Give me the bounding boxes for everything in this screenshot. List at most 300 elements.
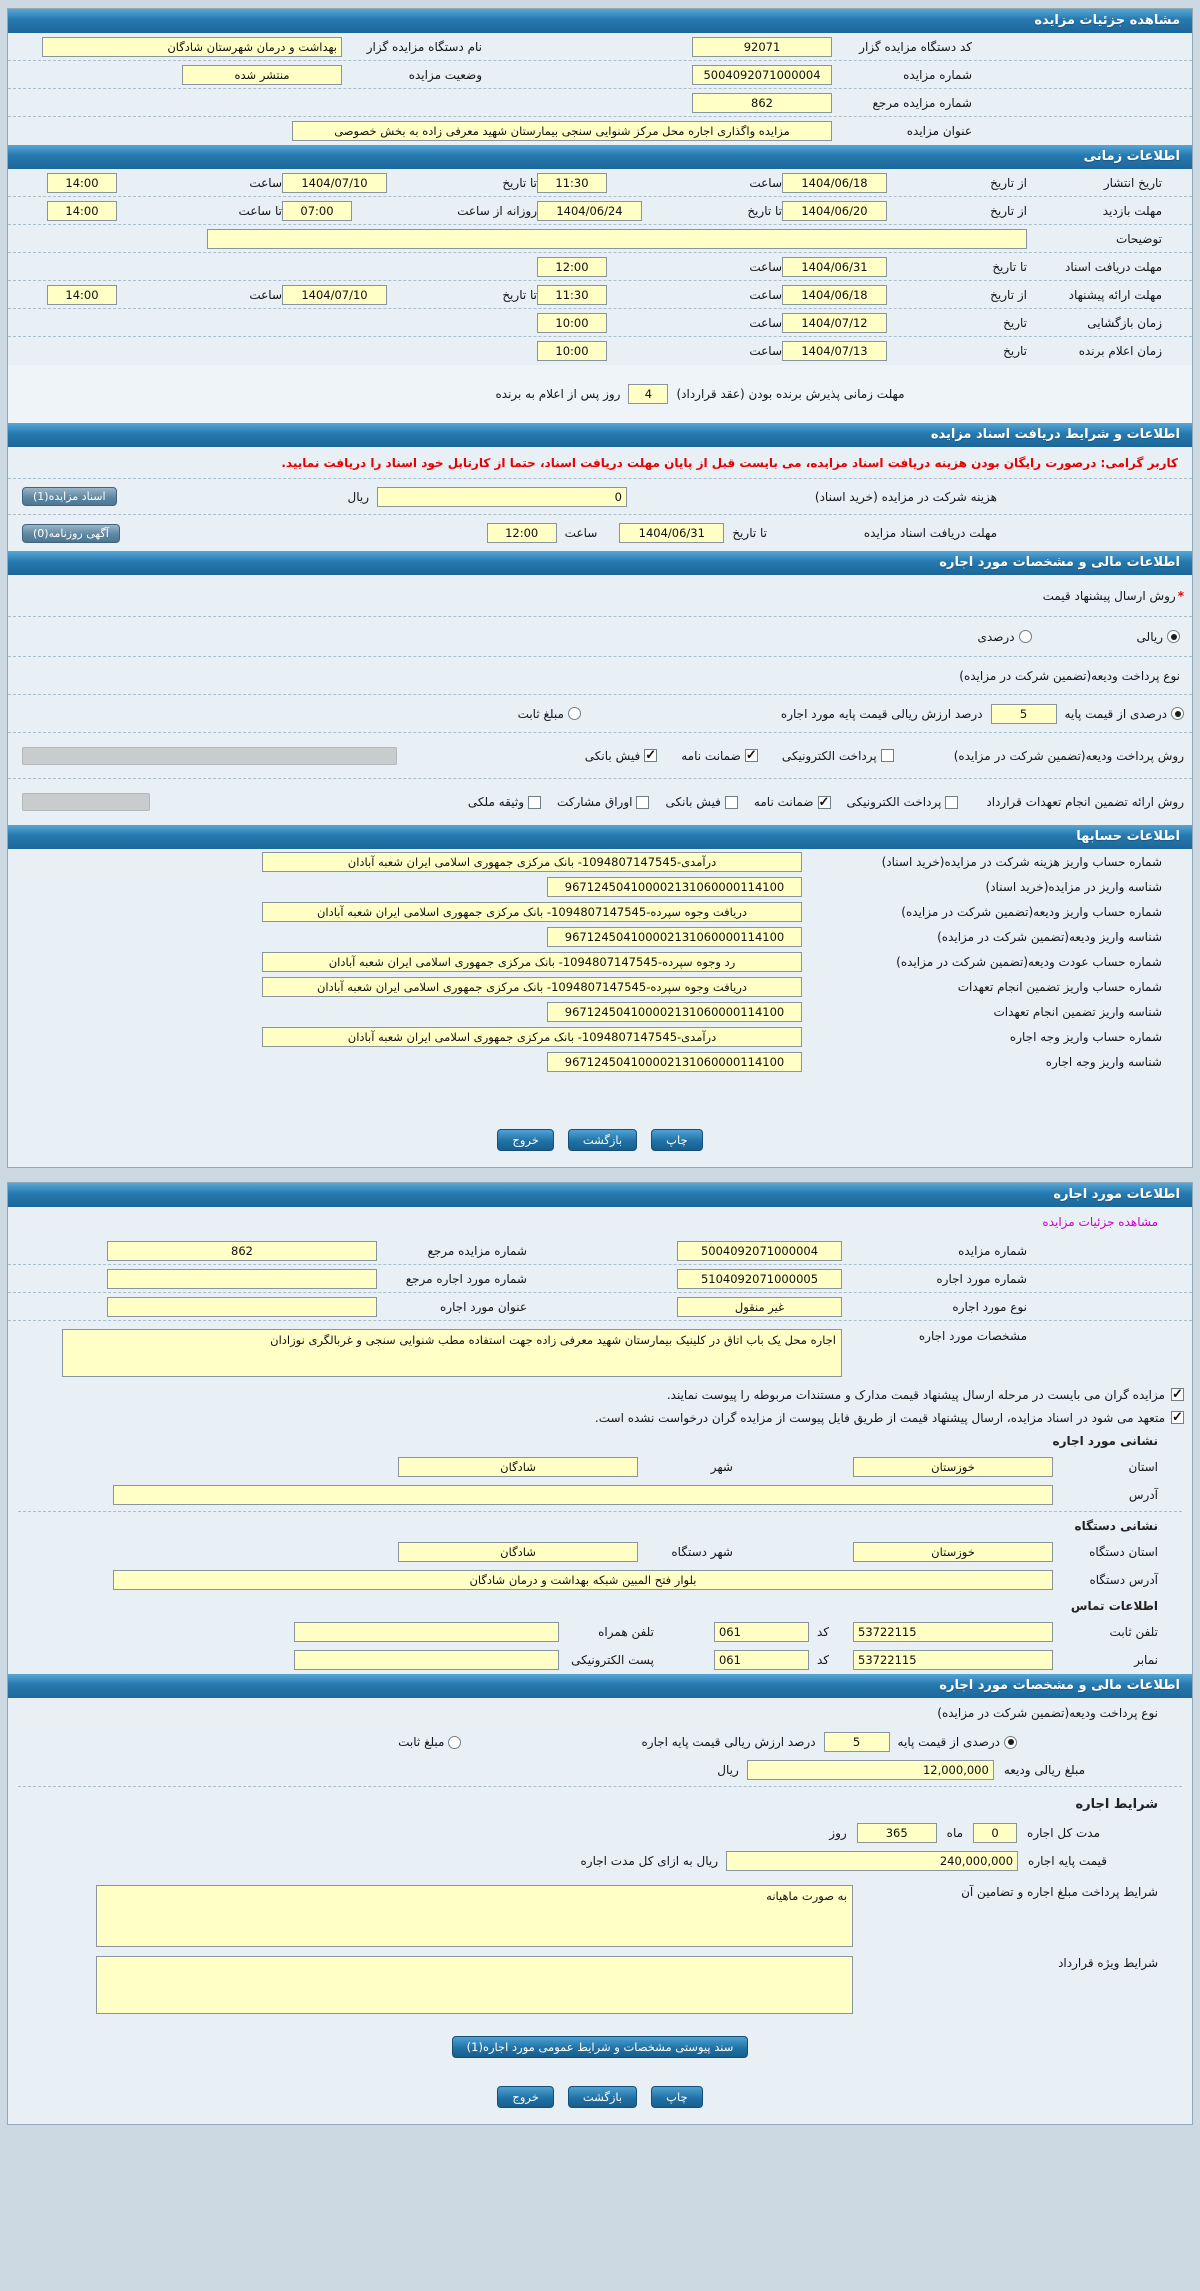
- obligation-guarantee-option: [754, 795, 831, 809]
- rental-auction-ref-field[interactable]: [107, 1241, 377, 1261]
- offer-from-time-field[interactable]: [537, 285, 607, 305]
- print-button[interactable]: چاپ: [651, 2086, 702, 2108]
- duration-label: مدت کل اجاره: [1027, 1826, 1100, 1840]
- daily-from-hour-label: روزانه از ساعت: [457, 203, 537, 218]
- docs-fee-label: هزینه شرکت در مزایده (خرید اسناد): [814, 489, 997, 504]
- ref-no-field[interactable]: [692, 93, 832, 113]
- account-label: شماره حساب واریز تضمین انجام تعهدات: [957, 979, 1162, 994]
- row-base-price: [8, 1847, 1192, 1875]
- section-title-timing: اطلاعات زمانی: [1083, 149, 1180, 164]
- row-phone: [8, 1618, 1192, 1646]
- province-label: استان: [1128, 1460, 1158, 1474]
- account-label: شناسه واریز ودیعه(تضمین شرکت در مزایده): [937, 929, 1162, 944]
- mobile-field[interactable]: [294, 1622, 559, 1642]
- percent-of-base-label: درصدی از قیمت پایه: [1064, 706, 1167, 721]
- hour-label: ساعت: [249, 175, 282, 190]
- base-price-label: قیمت پایه اجاره: [1028, 1854, 1107, 1868]
- agency-address-field[interactable]: [113, 1570, 1053, 1590]
- section-header-auction-details: [8, 9, 1192, 33]
- percent-option: [978, 630, 1032, 644]
- fax-field[interactable]: [853, 1650, 1053, 1670]
- phone-label: تلفن ثابت: [1109, 1625, 1158, 1639]
- row-fax: [8, 1646, 1192, 1674]
- view-auction-details-link[interactable]: مشاهده جزئیات مزایده: [1042, 1215, 1158, 1229]
- disabled-input-area: [22, 793, 150, 811]
- row-auction-title: [8, 117, 1192, 145]
- offer-to-time-field[interactable]: [47, 285, 117, 305]
- newspaper-ad-button[interactable]: آگهی روزنامه(0): [22, 524, 120, 543]
- percent-of-base2-radio[interactable]: [1004, 1736, 1017, 1749]
- bank-slip-label: فیش بانکی: [665, 795, 721, 809]
- percent-of-base-option: [1065, 707, 1184, 721]
- account-row-refund-account: [8, 949, 1192, 974]
- account-row-rent-account: [8, 1024, 1192, 1049]
- row-opening-time: [8, 309, 1192, 337]
- agency-city-label: شهر دستگاه: [671, 1545, 733, 1559]
- date-label: تاریخ: [1003, 344, 1027, 358]
- row-deposit-amount: [8, 1756, 1192, 1784]
- row-deposit-type-options: [8, 695, 1192, 733]
- rental-item-ref-field[interactable]: [107, 1269, 377, 1289]
- account-field[interactable]: [262, 977, 802, 997]
- offer-to-time-pair: [47, 285, 282, 305]
- code-label: کد: [816, 1625, 829, 1639]
- agency-city-field[interactable]: [398, 1542, 638, 1562]
- from-date-label: از تاریخ: [990, 287, 1027, 302]
- hour-label: ساعت: [749, 259, 782, 274]
- to-date-label: تا تاریخ: [732, 526, 767, 540]
- electronic-pay-label: پرداخت الکترونیکی: [781, 748, 877, 763]
- action-buttons-top: [8, 1119, 1192, 1161]
- to-date-label: تا تاریخ: [747, 203, 782, 218]
- bonds-label: اوراق مشارکت: [557, 795, 633, 809]
- row-contact-title: [8, 1594, 1192, 1618]
- deposit-type2-label: نوع پرداخت ودیعه(تضمین شرکت در مزایده): [937, 1706, 1158, 1720]
- from-date-label: از تاریخ: [990, 175, 1027, 190]
- row-payment-terms: [8, 1875, 1192, 1950]
- agency-province-label: استان دستگاه: [1089, 1545, 1158, 1559]
- rial-label: ریال: [347, 489, 369, 504]
- status-label: وضعیت مزایده: [408, 67, 482, 82]
- collateral-checkbox[interactable]: [528, 796, 541, 809]
- docs-warning-text: کاربر گرامی: درصورت رایگان بودن هزینه دریافت اسناد مزایده، می بایست قبل از پایان مهلت دریافت اسناد، حتما از کارتابل خود اسناد را دریافت نمایید.: [281, 455, 1178, 470]
- date-label: تاریخ: [1003, 315, 1027, 330]
- row-send-method-label: [8, 575, 1192, 617]
- section-header-financial2: [8, 1674, 1192, 1698]
- row-description: [8, 225, 1192, 253]
- special-terms-textarea[interactable]: [96, 1956, 853, 2014]
- rental-auction-no-field[interactable]: [677, 1241, 842, 1261]
- account-row-obligation-account: [8, 974, 1192, 999]
- obligation-bank-slip-checkbox[interactable]: [725, 796, 738, 809]
- collateral-option: [468, 795, 541, 809]
- offer-from-date-field[interactable]: [782, 285, 887, 305]
- guarantee-letter-label: ضمانت نامه: [753, 795, 814, 809]
- auction-no-field[interactable]: [692, 65, 832, 85]
- rental-item-type-label: نوع مورد اجاره: [952, 1299, 1027, 1314]
- docs-deadline-date-field[interactable]: [619, 523, 724, 543]
- winner-time-field[interactable]: [537, 341, 607, 361]
- address-label: آدرس: [1128, 1488, 1158, 1502]
- attachment-doc-button[interactable]: سند پیوستی مشخصات و شرایط عمومی مورد اجاره(1): [452, 2036, 749, 2058]
- fixed-amount-label: مبلغ ثابت: [517, 706, 564, 721]
- address-field[interactable]: [113, 1485, 1053, 1505]
- account-field[interactable]: [547, 1002, 802, 1022]
- visit-label: مهلت بازدید: [1102, 203, 1162, 218]
- row-publish-date: [8, 169, 1192, 197]
- auction-no-label: شماره مزایده: [903, 67, 972, 82]
- months-label: ماه: [946, 1826, 964, 1840]
- code-label: کد: [816, 1653, 829, 1667]
- contact-title: اطلاعات تماس: [1070, 1599, 1158, 1613]
- row-deposit-pay-methods: [8, 733, 1192, 779]
- opening-date-pair: [782, 313, 1027, 333]
- row-attach-docs-note: [8, 1383, 1192, 1406]
- hour-label: ساعت: [749, 315, 782, 330]
- agency-province-field[interactable]: [853, 1542, 1053, 1562]
- publish-from-date-field[interactable]: [782, 173, 887, 193]
- obligation-electronic-checkbox[interactable]: [945, 796, 958, 809]
- row-rent-duration: [8, 1819, 1192, 1847]
- visit-from-time-field[interactable]: [282, 201, 352, 221]
- visit-to-date-field[interactable]: [537, 201, 642, 221]
- duration-days-field[interactable]: [857, 1823, 937, 1843]
- city-label: شهر: [710, 1460, 733, 1474]
- to-date-label: تا تاریخ: [502, 175, 537, 190]
- deposit-type-label: نوع پرداخت ودیعه(تضمین شرکت در مزایده): [959, 668, 1180, 683]
- bank-slip-checkbox[interactable]: [644, 749, 657, 762]
- action-buttons-bottom: [8, 2068, 1192, 2118]
- visit-daily-from-pair: [282, 201, 537, 221]
- rental-specs-textarea[interactable]: [62, 1329, 842, 1377]
- hour-label: ساعت: [749, 344, 782, 358]
- fax-code-field[interactable]: [714, 1650, 809, 1670]
- docs-receive-deadline-label: مهلت دریافت اسناد مزایده: [863, 526, 997, 540]
- percent-suffix-label: درصد ارزش ریالی قیمت پایه مورد اجاره: [780, 706, 983, 721]
- days-label: روز: [829, 1826, 847, 1840]
- description-field[interactable]: [207, 229, 1027, 249]
- row-visit-deadline: [8, 197, 1192, 225]
- payment-terms-label: شرایط پرداخت مبلغ اجاره و تضامین آن: [961, 1885, 1158, 1899]
- rental-item-no-field[interactable]: [677, 1269, 842, 1289]
- offer-to-date-field[interactable]: [282, 285, 387, 305]
- account-label: شناسه واریز تضمین انجام تعهدات: [993, 1004, 1162, 1019]
- account-field[interactable]: [547, 877, 802, 897]
- email-label: پست الکترونیکی: [571, 1653, 654, 1667]
- phone-field[interactable]: [853, 1622, 1053, 1642]
- row-rental-item-type: [8, 1293, 1192, 1321]
- visit-from-pair: [782, 201, 1027, 221]
- row-auction-number: [8, 61, 1192, 89]
- opening-label: زمان بازگشایی: [1087, 315, 1162, 330]
- row-docs-warning: [8, 447, 1192, 479]
- back-button[interactable]: بازگشت: [568, 1129, 637, 1151]
- rental-item-ref-label: شماره مورد اجاره مرجع: [405, 1271, 527, 1286]
- section-title-docs: اطلاعات و شرایط دریافت اسناد مزایده: [930, 427, 1180, 442]
- percent-of-base2-option: [898, 1735, 1017, 1749]
- account-row-fee-id: [8, 874, 1192, 899]
- account-field[interactable]: [262, 952, 802, 972]
- account-row-deposit-account: [8, 899, 1192, 924]
- electronic-pay-label: پرداخت الکترونیکی: [846, 795, 942, 809]
- section-title-auction-details: مشاهده جزئیات مزایده: [1034, 13, 1180, 28]
- winner-time-pair: [537, 341, 782, 361]
- account-field[interactable]: [547, 927, 802, 947]
- docs-to-time-field[interactable]: [537, 257, 607, 277]
- row-obligation-methods: [8, 779, 1192, 825]
- winner-accept-strip: [8, 365, 1192, 423]
- publish-from-pair: [782, 173, 1027, 193]
- publish-to-time-pair: [47, 173, 282, 193]
- docs-to-time-pair: [537, 257, 782, 277]
- agency-address-title: نشانی دستگاه: [1074, 1519, 1158, 1533]
- rial-option-label: ریالی: [1136, 629, 1163, 644]
- mobile-label: تلفن همراه: [598, 1625, 654, 1639]
- row-docs-deadline-dates: [8, 253, 1192, 281]
- deposit-pay-method-label: روش پرداخت ودیعه(تضمین شرکت در مزایده): [953, 748, 1184, 763]
- percent-of-base-radio[interactable]: [1171, 707, 1184, 720]
- attachment-button-row: [8, 2020, 1192, 2068]
- auction-title-label: عنوان مزایده: [906, 124, 972, 138]
- fixed-amount-radio[interactable]: [568, 707, 581, 720]
- row-item-province-city: [8, 1453, 1192, 1481]
- account-field[interactable]: [547, 1052, 802, 1072]
- row-item-address-title: [8, 1429, 1192, 1453]
- send-method-label: روش ارسال پیشنهاد قیمت: [1042, 588, 1176, 603]
- attach-docs-checkbox[interactable]: [1171, 1388, 1184, 1401]
- docs-to-date-pair: [782, 257, 1027, 277]
- rental-item-no-label: شماره مورد اجاره: [936, 1271, 1027, 1286]
- percent-suffix2-label: درصد ارزش ریالی قیمت پایه اجاره: [641, 1735, 816, 1749]
- row-agency: [8, 33, 1192, 61]
- row-rental-item-no: [8, 1265, 1192, 1293]
- section-header-accounts: [8, 825, 1192, 849]
- docs-to-date-field[interactable]: [782, 257, 887, 277]
- docs-deadline-label: مهلت دریافت اسناد: [1064, 259, 1162, 274]
- print-button[interactable]: چاپ: [651, 1129, 702, 1151]
- row-rental-specs: [8, 1321, 1192, 1383]
- offer-from-time-pair: [537, 285, 782, 305]
- section-header-docs: [8, 423, 1192, 447]
- fixed-amount2-option: [398, 1735, 461, 1749]
- account-label: شناسه واریز در مزایده(خرید اسناد): [985, 879, 1162, 894]
- account-field[interactable]: [262, 852, 802, 872]
- publish-to-date-field[interactable]: [282, 173, 387, 193]
- required-asterisk: *: [1177, 588, 1184, 603]
- publish-label: تاریخ انتشار: [1103, 175, 1162, 190]
- bonds-option: [557, 795, 649, 809]
- rial-label: ریال: [717, 1763, 739, 1777]
- terms-title: شرایط اجاره: [1075, 1796, 1158, 1812]
- deposit-percent-field[interactable]: [991, 704, 1057, 724]
- province-field[interactable]: [853, 1457, 1053, 1477]
- section-header-timing: [8, 145, 1192, 169]
- electronic-pay-checkbox[interactable]: [881, 749, 894, 762]
- ref-no-label: شماره مزایده مرجع: [872, 95, 972, 110]
- guarantee-letter-checkbox[interactable]: [745, 749, 758, 762]
- from-date-label: از تاریخ: [990, 203, 1027, 218]
- rial-option: [1137, 630, 1180, 644]
- setad-auction-page: [0, 8, 1200, 2291]
- exit-button[interactable]: خروج: [497, 1129, 553, 1151]
- percent-radio[interactable]: [1019, 630, 1032, 643]
- row-send-method-options: [8, 617, 1192, 657]
- docs-fee-field[interactable]: [377, 487, 627, 507]
- accept-days-field[interactable]: [628, 384, 668, 404]
- section-title-financial: اطلاعات مالی و مشخصات مورد اجاره: [939, 555, 1180, 570]
- section-header-financial: [8, 551, 1192, 575]
- duration-months-field[interactable]: [973, 1823, 1017, 1843]
- visit-to-hour-pair: [47, 201, 282, 221]
- row-docs-fee: [8, 479, 1192, 515]
- agency-name-field[interactable]: [42, 37, 342, 57]
- row-agency-address-title: [8, 1514, 1192, 1538]
- guarantee-letter-option: [681, 749, 758, 763]
- description-label: توضیحات: [1115, 231, 1162, 246]
- row-winner-announcement: [8, 337, 1192, 365]
- opening-date-field[interactable]: [782, 313, 887, 333]
- no-attach-required-checkbox[interactable]: [1171, 1411, 1184, 1424]
- visit-to-time-field[interactable]: [47, 201, 117, 221]
- agency-address-label: آدرس دستگاه: [1089, 1573, 1158, 1587]
- auction-docs-button[interactable]: اسناد مزایده(1): [22, 487, 117, 506]
- account-field[interactable]: [262, 1027, 802, 1047]
- rental-auction-ref-label: شماره مزایده مرجع: [427, 1243, 527, 1258]
- winner-date-field[interactable]: [782, 341, 887, 361]
- row-agency-province-city: [8, 1538, 1192, 1566]
- publish-to-time-field[interactable]: [47, 173, 117, 193]
- obligation-bank-slip-option: [665, 795, 737, 809]
- account-field[interactable]: [262, 902, 802, 922]
- row-view-details-link: [8, 1207, 1192, 1237]
- auction-details-block: [7, 8, 1193, 1168]
- agency-code-label: کد دستگاه مزایده گزار: [859, 39, 972, 54]
- obligation-electronic-option: [847, 795, 959, 809]
- account-label: شماره حساب واریز ودیعه(تضمین شرکت در مزایده): [901, 904, 1162, 919]
- fixed-amount2-label: مبلغ ثابت: [398, 1735, 445, 1749]
- section-title-rental: اطلاعات مورد اجاره: [1053, 1187, 1180, 1202]
- publish-from-time-pair: [537, 173, 782, 193]
- to-date-label: تا تاریخ: [502, 287, 537, 302]
- account-row-deposit-id: [8, 924, 1192, 949]
- row-special-terms: [8, 1950, 1192, 2020]
- bank-slip-label: فیش بانکی: [584, 748, 641, 763]
- city-field[interactable]: [398, 1457, 638, 1477]
- back-button[interactable]: بازگشت: [568, 2086, 637, 2108]
- rental-item-title-field[interactable]: [107, 1297, 377, 1317]
- offer-label: مهلت ارائه پیشنهاد: [1068, 287, 1162, 302]
- percent-of-base2-label: درصدی از قیمت پایه: [897, 1735, 1000, 1749]
- special-terms-label: شرایط ویژه قرارداد: [1058, 1956, 1158, 1970]
- rental-auction-no-label: شماره مزایده: [958, 1243, 1027, 1258]
- account-row-fee-account: [8, 849, 1192, 874]
- base-price-suffix-label: ریال به ازای کل مدت اجاره: [580, 1854, 719, 1868]
- to-date-label: تا تاریخ: [992, 259, 1027, 274]
- hour-label: ساعت: [749, 287, 782, 302]
- rental-item-title-label: عنوان مورد اجاره: [439, 1299, 527, 1314]
- row-terms-title: [8, 1789, 1192, 1819]
- account-label: شماره حساب عودت ودیعه(تضمین شرکت در مزایده): [896, 954, 1162, 969]
- email-field[interactable]: [294, 1650, 559, 1670]
- section-title-financial2: اطلاعات مالی و مشخصات مورد اجاره: [939, 1678, 1180, 1693]
- payment-terms-textarea[interactable]: [96, 1885, 853, 1947]
- attach-docs-note-label: مزایده گران می بایست در مرحله ارسال پیشنهاد قیمت مدارک و مستندات مربوطه را پیوست نمایند.: [666, 1387, 1165, 1402]
- deposit-percent2-field[interactable]: [824, 1732, 890, 1752]
- section-title-accounts: اطلاعات حسابها: [1076, 829, 1180, 844]
- publish-from-time-field[interactable]: [537, 173, 607, 193]
- rental-specs-label: مشخصات مورد اجاره: [918, 1329, 1027, 1343]
- hour-label: ساعت: [749, 175, 782, 190]
- divider: [18, 1511, 1182, 1512]
- rental-item-block: [7, 1182, 1193, 2125]
- row-item-address: [8, 1481, 1192, 1509]
- item-address-title: نشانی مورد اجاره: [1052, 1434, 1158, 1448]
- account-row-obligation-id: [8, 999, 1192, 1024]
- row-rental-auction-no: [8, 1237, 1192, 1265]
- hour-label: ساعت: [249, 287, 282, 302]
- deposit-amount-field[interactable]: [747, 1760, 994, 1780]
- publish-to-pair: [282, 173, 537, 193]
- deposit-amount-label: مبلغ ریالی ودیعه: [1003, 1763, 1085, 1777]
- visit-from-date-field[interactable]: [782, 201, 887, 221]
- no-attach-note-label: متعهد می شود در اسناد مزایده، ارسال پیشنهاد قیمت از طریق فایل پیوست از مزایده گران درخواست نشده است.: [594, 1410, 1165, 1425]
- status-field[interactable]: [182, 65, 342, 85]
- hour-label: ساعت: [564, 526, 598, 540]
- accept-suffix-label: روز پس از اعلام به برنده: [495, 387, 621, 401]
- accept-deadline-label: مهلت زمانی پذیرش برنده بودن (عقد قرارداد): [676, 387, 905, 401]
- agency-name-label: نام دستگاه مزایده گزار: [366, 39, 482, 54]
- obligation-guarantee-checkbox[interactable]: [818, 796, 831, 809]
- visit-to-pair: [537, 201, 782, 221]
- account-label: شناسه واریز وجه اجاره: [1045, 1054, 1162, 1069]
- collateral-label: وثیقه ملکی: [467, 795, 525, 809]
- row-no-attach-note: [8, 1406, 1192, 1429]
- obligation-method-label: روش ارائه تضمین انجام تعهدات قرارداد: [986, 795, 1184, 809]
- row-deposit-type2-options: [8, 1728, 1192, 1756]
- account-row-rent-id: [8, 1049, 1192, 1074]
- agency-code-field[interactable]: [692, 37, 832, 57]
- exit-button[interactable]: خروج: [497, 2086, 553, 2108]
- docs-deadline-time-field[interactable]: [487, 523, 557, 543]
- offer-to-pair: [282, 285, 537, 305]
- opening-time-field[interactable]: [537, 313, 607, 333]
- to-hour-label: تا ساعت: [238, 203, 282, 218]
- bonds-checkbox[interactable]: [636, 796, 649, 809]
- row-deposit-type2-label: [8, 1698, 1192, 1728]
- disabled-input-area: [22, 747, 397, 765]
- fixed-amount2-radio[interactable]: [448, 1736, 461, 1749]
- divider: [18, 1786, 1182, 1787]
- phone-code-field[interactable]: [714, 1622, 809, 1642]
- fax-label: نمابر: [1134, 1653, 1158, 1667]
- guarantee-letter-label: ضمانت نامه: [681, 748, 741, 763]
- row-offer-deadline: [8, 281, 1192, 309]
- row-agency-address: [8, 1566, 1192, 1594]
- offer-from-pair: [782, 285, 1027, 305]
- bank-slip-option: [585, 749, 657, 763]
- electronic-pay-option: [782, 749, 894, 763]
- row-deposit-type-label: [8, 657, 1192, 695]
- row-docs-receive-deadline: [8, 515, 1192, 551]
- rental-item-type-field[interactable]: [677, 1297, 842, 1317]
- rial-radio[interactable]: [1167, 630, 1180, 643]
- account-label: شماره حساب واریز هزینه شرکت در مزایده(خرید اسناد): [881, 854, 1162, 869]
- percent-option-label: درصدی: [977, 629, 1015, 644]
- account-label: شماره حساب واریز وجه اجاره: [1009, 1029, 1162, 1044]
- winner-date-pair: [782, 341, 1027, 361]
- auction-title-field[interactable]: [292, 121, 832, 141]
- base-price-field[interactable]: [726, 1851, 1018, 1871]
